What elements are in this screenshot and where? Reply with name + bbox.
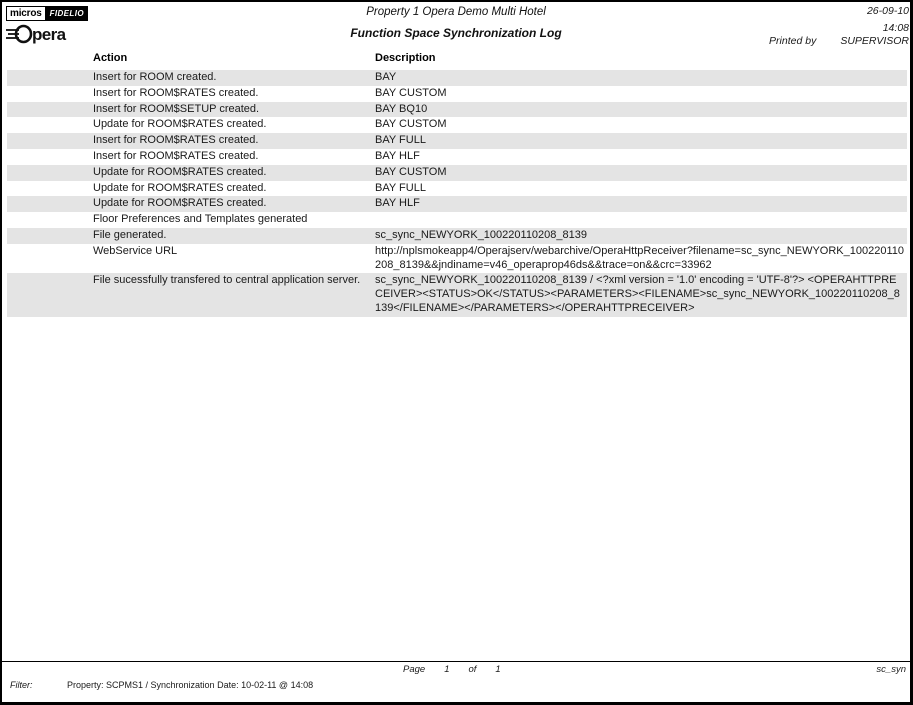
description-cell: BAY BQ10: [375, 102, 428, 115]
table-row: [7, 70, 907, 86]
table-row: [7, 117, 907, 133]
page-number: 1: [444, 664, 450, 675]
action-cell: Insert for ROOM$SETUP created.: [93, 102, 260, 115]
action-cell: Insert for ROOM$RATES created.: [93, 149, 259, 162]
action-cell: Update for ROOM$RATES created.: [93, 181, 267, 194]
table-row: [7, 102, 907, 118]
action-cell: Floor Preferences and Templates generated: [93, 213, 308, 226]
table-row: [7, 228, 907, 244]
printed-by-value: SUPERVISOR: [840, 35, 909, 47]
opera-logo-text: pera: [32, 24, 66, 44]
action-cell: WebService URL: [93, 244, 178, 257]
filter-row: [10, 680, 313, 690]
table-row: [7, 273, 907, 316]
description-cell: BAY CUSTOM: [375, 118, 447, 131]
print-date: 26-09-10: [866, 5, 909, 17]
action-cell: Insert for ROOM created.: [93, 71, 217, 83]
action-cell: Insert for ROOM$RATES created.: [93, 86, 259, 99]
description-cell: BAY: [375, 71, 397, 83]
fidelio-logo: FIDELIO: [46, 6, 88, 21]
action-cell: Insert for ROOM$RATES created.: [93, 134, 259, 147]
sync-log-table: [7, 70, 907, 317]
action-cell: File sucessfully transfered to central application server.: [93, 274, 361, 287]
description-cell: http://nplsmokeapp4/Operajserv/webarchive/OperaHttpReceiver?filename=sc_sync_NEWYORK_100220110208_8139&&jndiname=v46_operaprop46ds&&trace=on&&crc=33962: [375, 244, 904, 271]
printed-by-label: Printed by: [769, 35, 817, 47]
filter-value: Property: SCPMS1 / Synchronization Date: 10-02-11 @ 14:08: [67, 680, 314, 690]
page-label: Page: [403, 664, 426, 675]
table-row: [7, 181, 907, 197]
of-label: of: [468, 664, 477, 675]
action-cell: Update for ROOM$RATES created.: [93, 197, 267, 210]
action-cell: File generated.: [93, 228, 167, 241]
table-row: [7, 196, 907, 212]
description-cell: sc_sync_NEWYORK_100220110208_8139 / <?xml version = '1.0' encoding = 'UTF-8'?> <OPERAHTTPRECEIVER><STATUS>OK</STATUS><PARAMETERS><FILENAME>sc_sync_NEWYORK_100220110208_8139</FILENAME></PARAMETERS></OPERAHTTPRECEIVER>: [375, 274, 900, 314]
column-header-description: Description: [375, 52, 436, 64]
table-row: [7, 86, 907, 102]
report-filename: sc_syn: [876, 664, 906, 675]
filter-label: Filter:: [10, 680, 33, 690]
action-cell: Update for ROOM$RATES created.: [93, 118, 267, 131]
description-cell: BAY HLF: [375, 149, 420, 162]
footer-divider: [2, 661, 910, 662]
table-row: [7, 244, 907, 274]
description-cell: sc_sync_NEWYORK_100220110208_8139: [375, 228, 587, 241]
table-row: [7, 212, 907, 228]
micros-logo: micros: [6, 6, 46, 21]
description-cell: BAY FULL: [375, 181, 426, 194]
column-header-action: Action: [93, 52, 128, 64]
page-indicator: [403, 664, 501, 675]
action-cell: Update for ROOM$RATES created.: [93, 165, 267, 178]
page-total: 1: [495, 664, 501, 675]
table-row: [7, 149, 907, 165]
description-cell: BAY CUSTOM: [375, 165, 447, 178]
description-cell: BAY HLF: [375, 197, 420, 210]
property-title: Property 1 Opera Demo Multi Hotel: [366, 6, 546, 18]
printed-by-row: [769, 35, 909, 47]
table-row: [7, 165, 907, 181]
description-cell: BAY CUSTOM: [375, 86, 447, 99]
description-cell: BAY FULL: [375, 134, 426, 147]
report-title: Function Space Synchronization Log: [350, 26, 562, 40]
table-row: [7, 133, 907, 149]
print-time: 14:08: [882, 22, 909, 34]
